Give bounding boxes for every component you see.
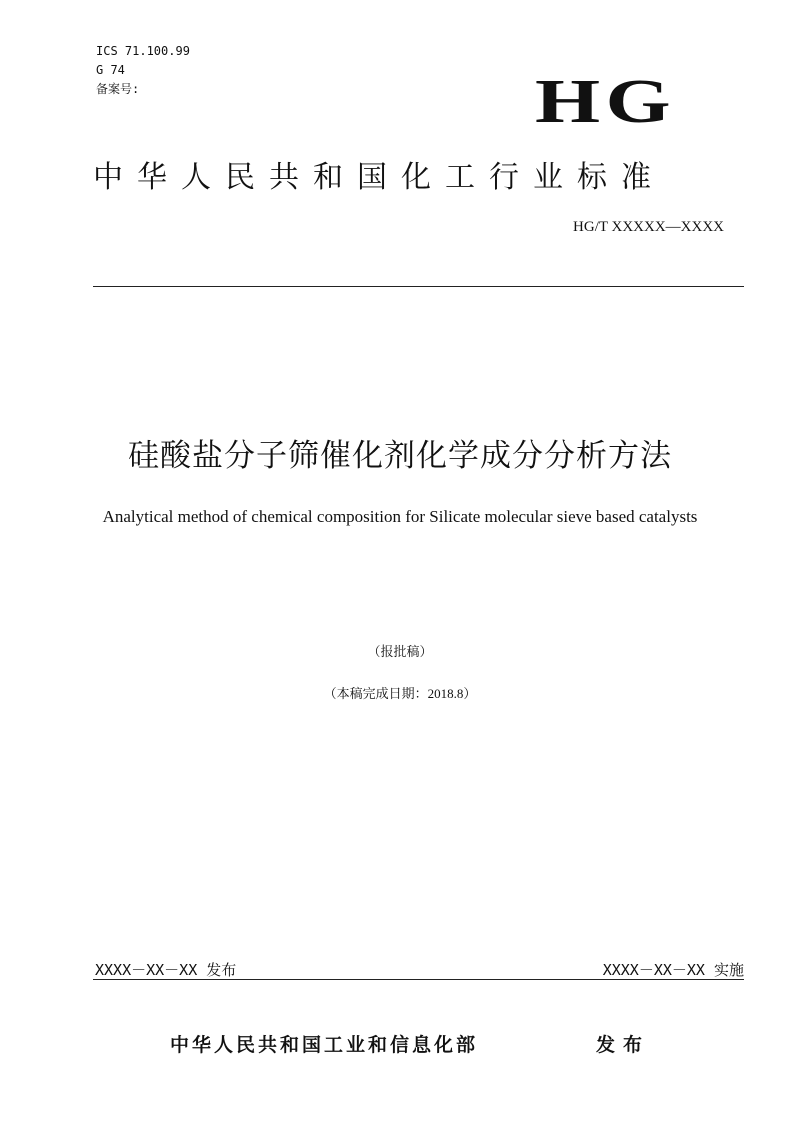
document-title-chinese: 硅酸盐分子筛催化剂化学成分分析方法 [128, 438, 672, 474]
implementation-date: XXXX－XX－XX 实施 [602, 961, 744, 979]
standard-number: HG/T XXXXX—XXXX [573, 219, 724, 235]
completion-date: （本稿完成日期：2018.8） [323, 686, 477, 701]
footer-divider [93, 979, 744, 980]
industry-standard-title: 中华人民共和国化工行业标准 [93, 160, 665, 195]
ccs-code: G 74 [96, 63, 125, 77]
issuing-department: 中华人民共和国工业和信息化部 [170, 1034, 479, 1056]
record-number-label: 备案号: [96, 82, 140, 96]
ics-code: ICS 71.100.99 [96, 44, 190, 58]
draft-status: （报批稿） [367, 645, 433, 660]
issue-label: 发布 [596, 1034, 651, 1056]
release-date: XXXX－XX－XX 发布 [95, 961, 237, 979]
hg-logo: HG [535, 68, 677, 136]
document-title-english: Analytical method of chemical composition for Silicate molecular sieve based catalysts [102, 507, 698, 526]
header-divider [93, 286, 744, 287]
